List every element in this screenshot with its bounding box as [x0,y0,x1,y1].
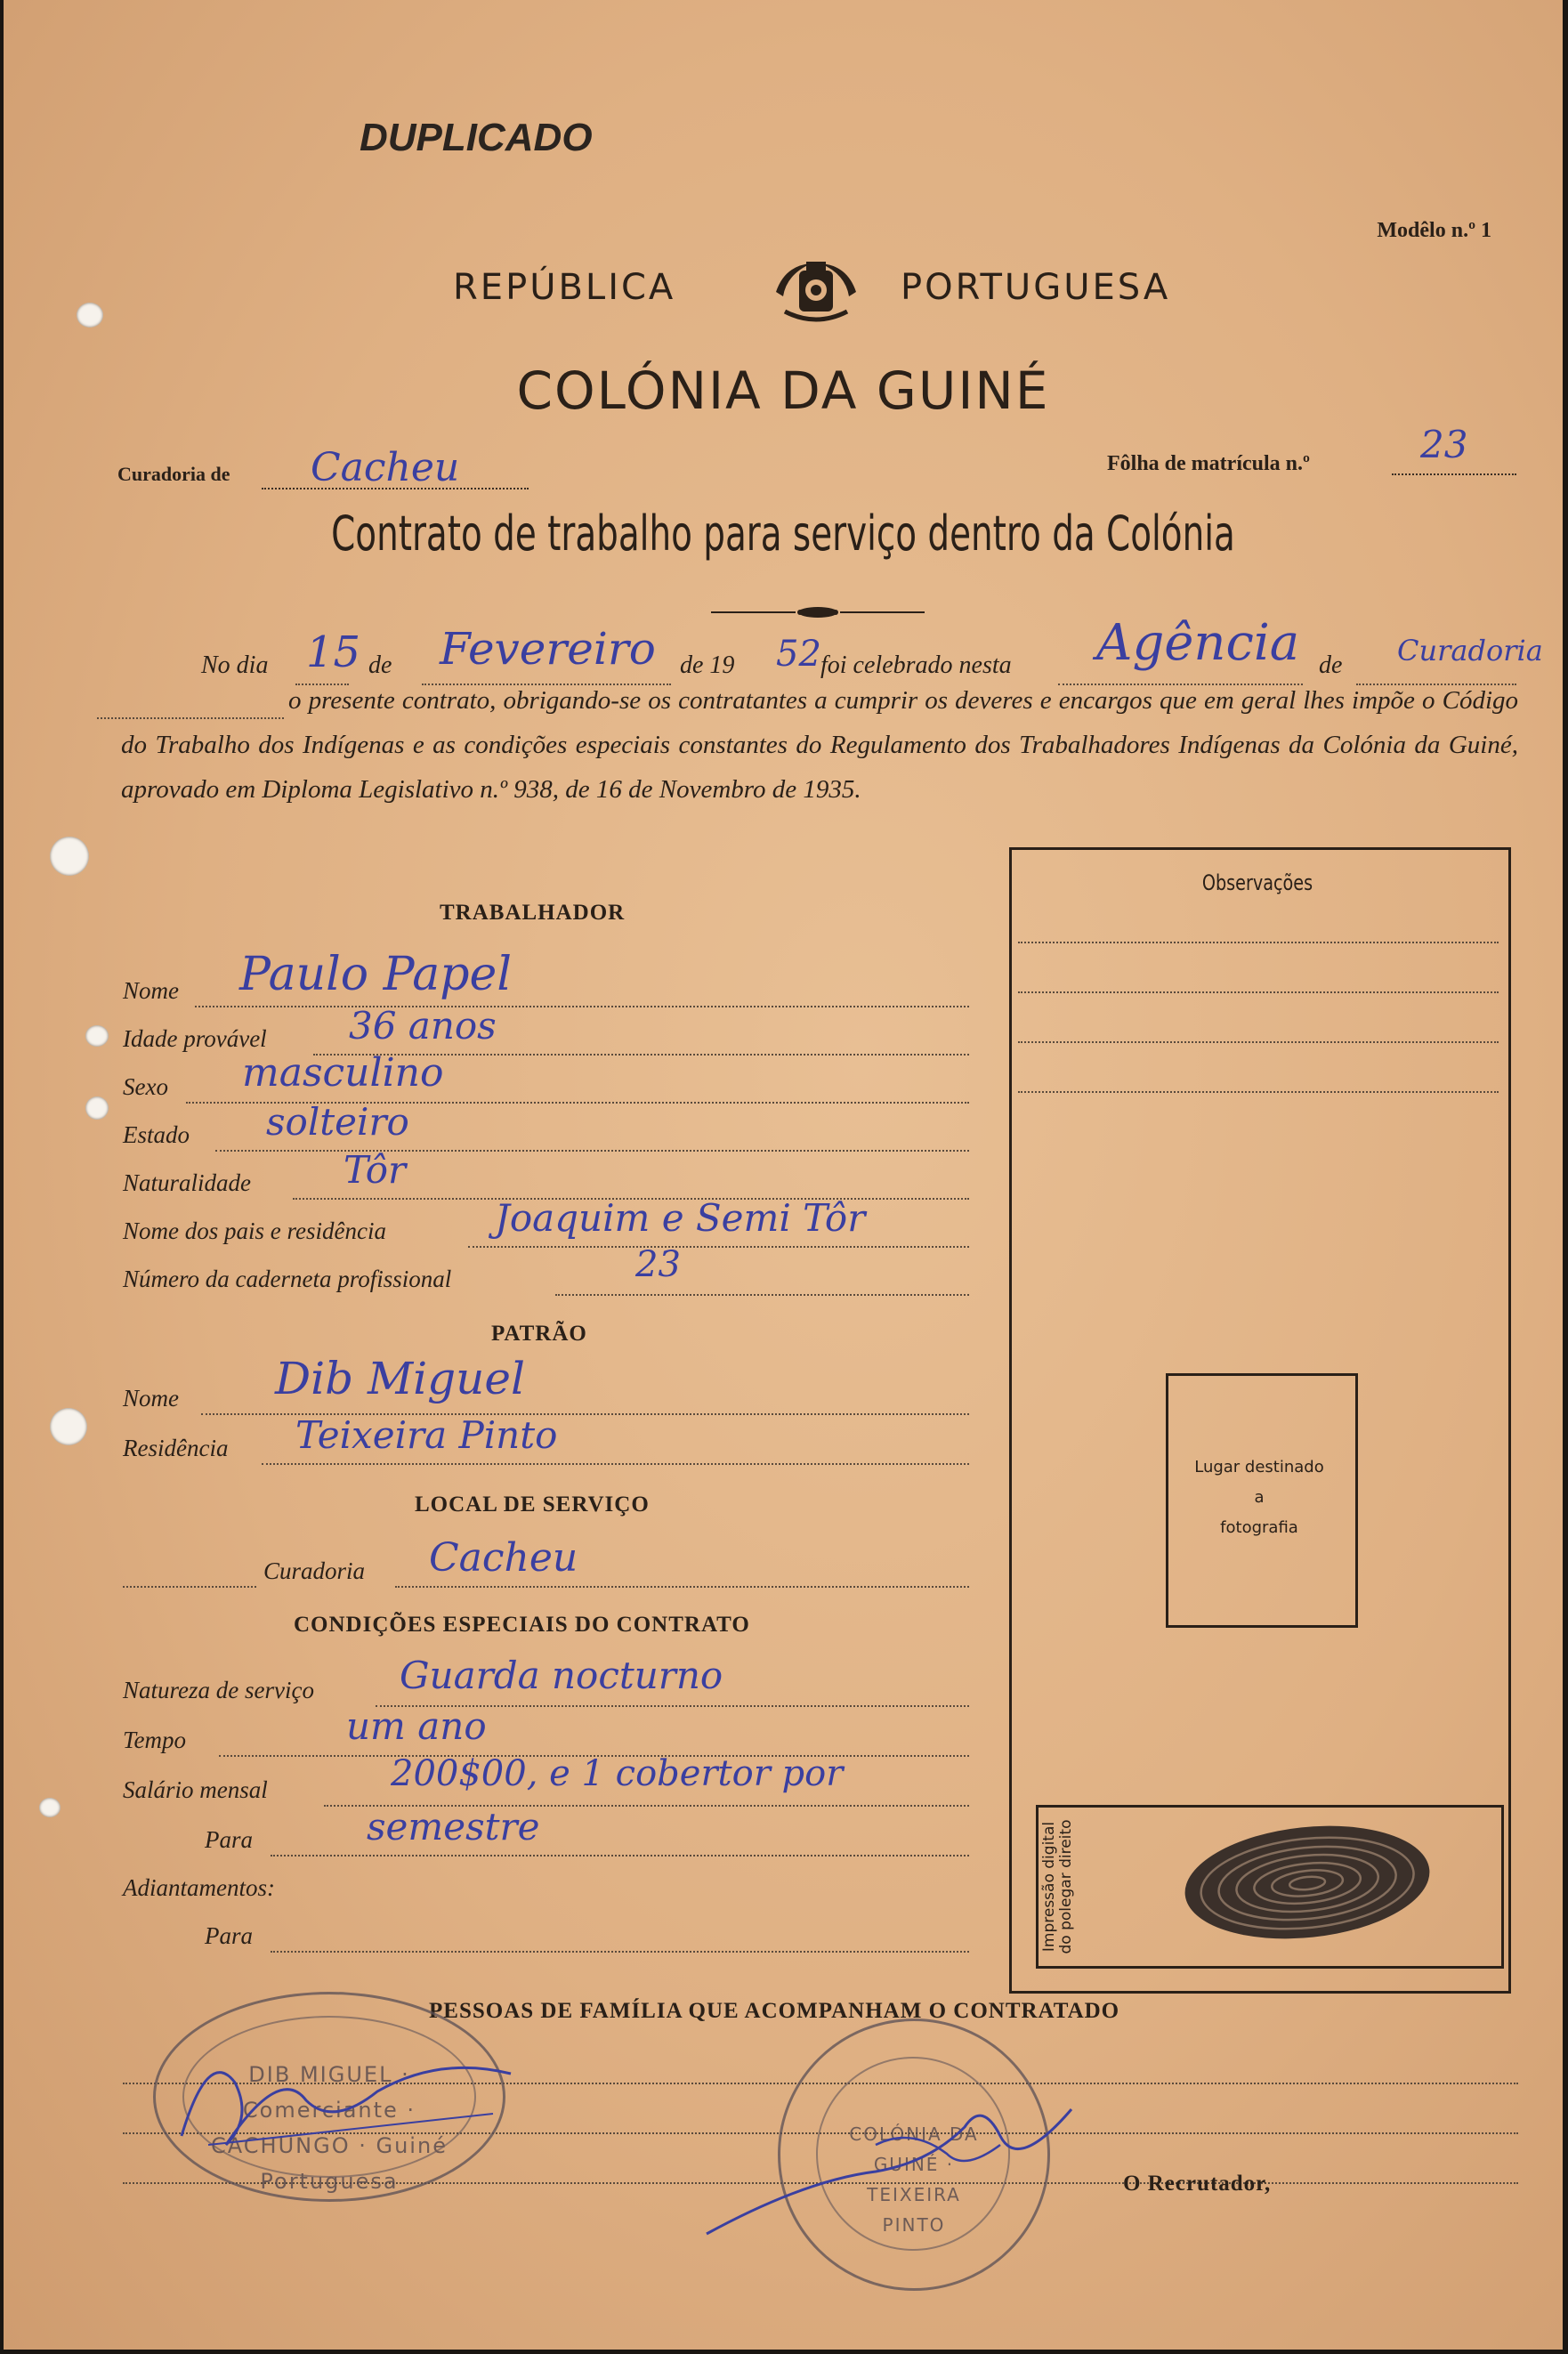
employer-residence-value: Teixeira Pinto [295,1413,558,1457]
local-value: Cacheu [429,1535,578,1581]
field-label: Natureza de serviço [123,1677,314,1703]
field-label: Estado [123,1121,190,1148]
field-label: Nome [123,977,179,1004]
condicoes-heading: CONDIÇÕES ESPECIAIS DO CONTRATO [294,1613,750,1637]
patrao-heading: PATRÃO [491,1322,587,1346]
employer-name-value: Dib Miguel [275,1353,525,1404]
obs-line [1018,1041,1499,1043]
recruiter-label: O Recrutador, [1123,2172,1272,2196]
folha-label: Fôlha de matrícula n.º [1107,452,1310,475]
folha-value: 23 [1420,423,1468,466]
field-label: Idade provável [123,1025,267,1052]
worker-card-value: 23 [635,1244,681,1285]
fingerprint-label-line2: do polegar direito [1057,1819,1075,1954]
worker-parents-value: Joaquim e Semi Tôr [495,1196,866,1240]
colony-title: COLÓNIA DA GUINÉ [516,360,1050,421]
photo-line1: Lugar destinado [1194,1458,1324,1476]
intro-celebrated: foi celebrado nesta [820,651,1012,679]
field-label: Para [205,1922,253,1949]
family-heading: PESSOAS DE FAMÍLIA QUE ACOMPANHAM O CONTRATADO [429,1999,1120,2023]
obs-line [1018,991,1499,993]
ornament-divider [711,603,925,621]
duration-value: um ano [346,1704,487,1748]
folha-line [1392,473,1516,475]
punch-hole [50,837,89,876]
obs-line [1018,942,1499,943]
intro-body [121,678,1518,812]
colony-stamp-text: COLÓNIA DA GUINÉ · TEIXEIRA PINTO [849,2123,979,2236]
duplicate-mark: DUPLICADO [360,116,593,159]
salary-value: 200$00, e 1 cobertor por [391,1753,844,1794]
field-line [123,1586,256,1588]
field-line [215,1150,969,1152]
punch-hole [39,1798,61,1817]
photo-line2: a [1254,1488,1265,1507]
year-value: 52 [776,634,821,675]
service-value: Guarda nocturno [400,1654,723,1697]
contract-title: Contrato de trabalho para serviço dentro da Colónia [331,506,1235,562]
field-label: Sexo [123,1073,168,1100]
photo-text [1166,1452,1353,1543]
place-value: Agência [1096,614,1300,672]
employer-stamp-text: DIB MIGUEL · Comerciante · CACHUNGO · Guiné Portuguesa [211,2062,448,2194]
field-line [195,1006,969,1007]
salary-period-value: semestre [367,1805,540,1848]
curadoria-value: Cacheu [311,445,460,490]
field-label: Nome [123,1385,179,1412]
punch-hole [85,1025,109,1047]
employer-signature [173,2029,529,2163]
local-heading: LOCAL DE SERVIÇO [415,1492,650,1517]
curadoria-label: Curadoria de [117,463,230,485]
field-label: Naturalidade [123,1169,252,1196]
official-signature [698,2074,1107,2243]
trabalhador-heading: TRABALHADOR [440,901,626,925]
field-line [271,1855,969,1857]
fingerprint-label-line1: Impressão digital [1040,1821,1058,1953]
field-line [271,1951,969,1953]
day-value: 15 [306,627,361,677]
republic-left: REPÚBLICA [453,267,676,308]
field-label: Salário mensal [123,1776,268,1803]
intro-text: o presente contrato, obrigando-se os contratantes a cumprir os deveres e encargos que em geral lhes impõe o Código do Trabalho dos Indígenas e as condições especiais constantes do Regulamento dos Trabalhadores Indígenas da Colónia da Guiné, aprovado em Diploma Legislativo n.º 938, de 16 de Novembro de 1935. [121,686,1518,804]
worker-origin-value: Tôr [344,1148,407,1192]
intro-de: de [368,651,392,679]
worker-sex-value: masculino [242,1050,444,1096]
punch-hole [50,1408,87,1445]
republic-right: PORTUGUESA [901,267,1171,308]
worker-name-value: Paulo Papel [239,948,512,1001]
field-label: Adiantamentos: [123,1874,275,1901]
field-label: Tempo [123,1727,187,1753]
place2-value: Curadoria [1397,634,1543,667]
month-value: Fevereiro [440,623,656,675]
punch-hole [85,1096,109,1120]
fingerprint-icon [1178,1816,1436,1949]
worker-age-value: 36 anos [349,1004,497,1048]
worker-state-value: solteiro [266,1100,409,1144]
field-label: Nome dos pais e residência [123,1217,386,1244]
obs-line [1018,1091,1499,1093]
field-label: Número da caderneta profissional [123,1266,452,1292]
local-label: Curadoria [263,1557,366,1584]
field-label: Residência [123,1435,229,1461]
field-line [262,1463,969,1465]
field-line [555,1294,969,1296]
punch-hole [77,303,103,328]
field-label: Para [205,1826,253,1853]
observacoes-title: Observações [1201,870,1313,895]
field-line [395,1586,969,1588]
coat-of-arms-icon [767,256,865,328]
intro-prefix: No dia [201,651,269,679]
intro-de2: de [1319,651,1343,679]
year-prefix: de 19 [680,651,735,679]
photo-line3: fotografia [1220,1518,1298,1537]
model-number: Modêlo n.º 1 [1377,219,1491,242]
document-page [4,0,1563,2350]
field-line [468,1246,969,1248]
fingerprint-label [1040,1816,1075,1958]
